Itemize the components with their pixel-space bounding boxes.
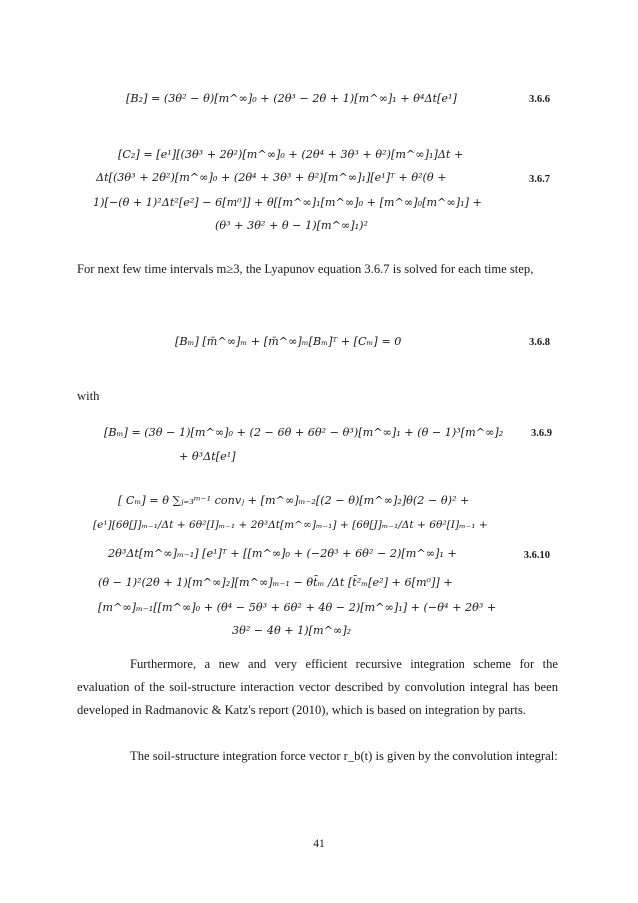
equation-3-6-7-line-3: 1)[−(θ + 1)²Δt²[e²] − 6[m⁰]] + θ[[m^∞]₁[m^∞]₀ + [m^∞]₀[m^∞]₁] + [93,196,482,209]
equation-3-6-10-line-4: (θ − 1)²(2θ + 1)[m^∞]₂][m^∞]ₘ₋₁ − θt̄ₘ /Δt [t̄²ₘ[e²] + 6[m⁰]] + [98,576,453,589]
equation-number-3-6-7: 3.6.7 [529,174,550,185]
paragraph-recursive-integration: Furthermore, a new and very efficient recursive integration scheme for the evaluation of the soil-structure interaction vector described by convolution integral has been developed in Radmanovic & Katz's report (2010), which is based on integration by parts. [77,657,558,717]
equation-3-6-10-line-5: [m^∞]ₘ₋₁[[m^∞]₀ + (θ⁴ − 5θ³ + 6θ² + 4θ − 2)[m^∞]₁] + (−θ⁴ + 2θ³ + [98,601,497,614]
equation-number-3-6-9: 3.6.9 [531,428,552,439]
equation-3-6-9-line-2: + θ³Δt[e¹] [179,450,236,463]
equation-3-6-10-line-6: 3θ² − 4θ + 1)[m^∞]₂ [232,624,352,637]
equation-number-3-6-6: 3.6.6 [529,94,550,105]
equation-3-6-7-line-1: [C₂] = [e¹][(3θ³ + 2θ²)[m^∞]₀ + (2θ⁴ + 3θ³ + θ²)[m^∞]₁]Δt + [118,148,464,161]
paragraph-force-vector: The soil-structure integration force vector r_b(t) is given by the convolution integral: [130,749,558,763]
page-number: 41 [313,838,325,850]
paragraph-with: with [77,389,100,403]
equation-3-6-10-line-3: 2θ³Δt[m^∞]ₘ₋₁] [e¹]ᵀ + [[m^∞]₀ + (−2θ³ + 6θ² − 2)[m^∞]₁ + [108,547,457,560]
equation-number-3-6-10: 3.6.10 [523,550,550,561]
equation-3-6-7-line-2: Δt[(3θ³ + 2θ²)[m^∞]₀ + (2θ⁴ + 3θ³ + θ²)[m^∞]₁][e¹]ᵀ + θ²(θ + [96,171,447,184]
equation-3-6-6-line-1: [B₂] = (3θ² − θ)[m^∞]₀ + (2θ³ − 2θ + 1)[m^∞]₁ + θ⁴Δt[e¹] [126,92,457,105]
equation-3-6-9-line-1: [Bₘ] = (3θ − 1)[m^∞]₀ + (2 − 6θ + 6θ² − θ³)[m^∞]₁ + (θ − 1)³[m^∞]₂ [104,426,504,439]
equation-3-6-10-line-1: [ Cₘ] = θ ∑ⱼ₌₃ᵐ⁻¹ convⱼ + [m^∞]ₘ₋₂[(2 − θ)[m^∞]₂]θ(2 − θ)² + [118,494,470,507]
equation-3-6-7-line-4: (θ³ + 3θ² + θ − 1)[m^∞]₁)² [215,219,368,232]
equation-number-3-6-8: 3.6.8 [529,337,550,348]
equation-3-6-8-line-1: [Bₘ] [m̄^∞]ₘ + [m̄^∞]ₘ[Bₘ]ᵀ + [Cₘ] = 0 [175,335,402,348]
paragraph-lyapunov-intro: For next few time intervals m≥3, the Lyapunov equation 3.6.7 is solved for each time step, [77,262,534,276]
equation-3-6-10-line-2: [e¹][6θ[J]ₘ₋₁/Δt + 6θ²[I]ₘ₋₁ + 2θ³Δt[m^∞]ₘ₋₁] + [6θ[J]ₘ₋₁/Δt + 6θ²[I]ₘ₋₁ + [93,519,488,531]
